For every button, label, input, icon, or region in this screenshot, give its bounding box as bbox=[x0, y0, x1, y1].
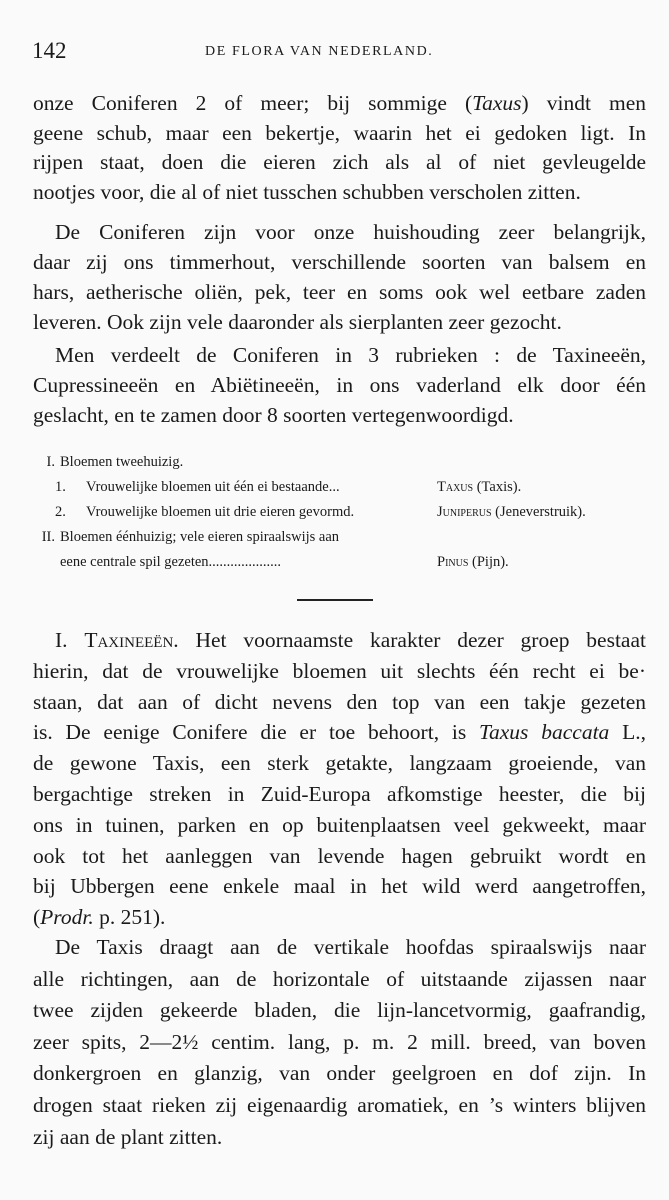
text-line bbox=[33, 370, 646, 400]
text-line bbox=[33, 717, 646, 748]
key-roman-numeral: II. bbox=[41, 529, 55, 545]
key-item-number: 2. bbox=[55, 504, 66, 520]
text-line bbox=[33, 400, 646, 430]
text-segment: ( bbox=[33, 905, 41, 930]
section-divider bbox=[297, 599, 373, 601]
small-caps-text: Taxineeën bbox=[84, 628, 174, 652]
text-segment: bergachtige streken in Zuid-Europa afkomstige heester, die bij bbox=[33, 781, 646, 806]
text-segment: . Het voornaamste karakter dezer groep bestaat bbox=[173, 628, 646, 652]
classification-key bbox=[0, 450, 669, 575]
italic-text: Taxus baccata bbox=[479, 720, 610, 745]
genus-name: Pinus bbox=[437, 554, 469, 570]
text-line bbox=[33, 148, 646, 178]
text-segment: drogen staat rieken zij eigenaardig aromatiek, en ’s winters blijven bbox=[33, 1092, 646, 1117]
text-segment: ) vindt men bbox=[521, 91, 647, 115]
text-line bbox=[33, 340, 646, 370]
text-segment: daar zij ons timmerhout, verschillende soorten van balsem en bbox=[33, 250, 646, 274]
text-line bbox=[33, 1027, 646, 1059]
text-segment: hierin, dat de vrouwelijke bloemen uit slechts één recht ei be· bbox=[33, 658, 646, 683]
text-line bbox=[33, 1090, 646, 1122]
text-line bbox=[33, 119, 646, 149]
text-segment: donkergroen en glanzig, van onder geelgroen en dof zijn. In bbox=[33, 1061, 646, 1086]
text-line bbox=[33, 748, 646, 779]
genus-name: Taxus bbox=[437, 479, 474, 495]
text-segment: alle richtingen, aan de horizontale of uitstaande zijassen naar bbox=[33, 966, 646, 991]
text-line bbox=[33, 1122, 646, 1154]
text-segment: p. 251). bbox=[93, 905, 166, 930]
common-name: (Taxis). bbox=[473, 479, 522, 495]
key-result bbox=[437, 475, 521, 500]
text-segment: twee zijden gekeerde bladen, die lijn-lancetvormig, gaafrandig, bbox=[33, 998, 646, 1023]
text-line bbox=[33, 247, 646, 277]
key-result bbox=[437, 550, 509, 575]
text-line bbox=[33, 625, 646, 656]
key-row bbox=[0, 450, 669, 475]
text-segment: bij Ubbergen eene enkele maal in het wild werd aangetroffen, bbox=[33, 874, 646, 899]
key-item-number: 1. bbox=[55, 479, 66, 495]
text-segment: De Coniferen zijn voor onze huishouding zeer belangrijk, bbox=[55, 220, 646, 244]
text-segment: zeer spits, 2—2½ centim. lang, p. m. 2 mill. breed, van boven bbox=[33, 1029, 646, 1054]
text-line bbox=[33, 89, 646, 119]
key-description: Vrouwelijke bloemen uit drie eieren gevormd. bbox=[86, 504, 355, 520]
text-segment: L., bbox=[609, 720, 646, 745]
paragraph-taxis-description bbox=[33, 932, 646, 1153]
key-description: eene centrale spil gezeten.................... bbox=[60, 554, 282, 570]
text-line bbox=[33, 779, 646, 810]
key-row bbox=[0, 525, 669, 550]
running-title: DE FLORA VAN NEDERLAND. bbox=[205, 44, 434, 59]
text-line bbox=[33, 871, 646, 902]
text-line bbox=[33, 687, 646, 718]
paragraph-taxineeen bbox=[33, 625, 646, 933]
text-segment: zij aan de plant zitten. bbox=[33, 1124, 223, 1149]
paragraph-uses bbox=[33, 217, 646, 337]
text-segment: is. De eenige Conifere die er toe behoort, is bbox=[33, 720, 480, 745]
text-segment: rijpen staat, doen die eieren zich als al of niet gevleugelde bbox=[33, 150, 646, 174]
italic-text: Prodr. bbox=[40, 905, 94, 930]
key-description: Vrouwelijke bloemen uit één ei bestaande... bbox=[86, 479, 340, 495]
text-segment: De Taxis draagt aan de vertikale hoofdas spiraalswijs naar bbox=[55, 935, 646, 959]
text-segment: de gewone Taxis, een sterk getakte, langzaam groeiende, van bbox=[33, 751, 646, 776]
text-segment: Men verdeelt de Coniferen in 3 rubrieken : de Taxineeën, bbox=[55, 343, 646, 367]
common-name: (Jeneverstruik). bbox=[491, 504, 586, 520]
text-line bbox=[33, 810, 646, 841]
text-line bbox=[33, 902, 646, 933]
text-line bbox=[33, 1058, 646, 1090]
text-line bbox=[33, 307, 646, 337]
italic-text: Taxus bbox=[472, 91, 522, 115]
genus-name: Juniperus bbox=[437, 504, 492, 520]
paragraph-continuation bbox=[33, 89, 646, 207]
text-segment: geene schub, maar een bekertje, waarin het ei gedoken ligt. In bbox=[33, 120, 646, 145]
paragraph-division bbox=[33, 340, 646, 430]
key-row bbox=[0, 500, 669, 525]
text-segment: onze Coniferen 2 of meer; bij sommige ( bbox=[33, 91, 473, 115]
key-roman-numeral: I. bbox=[46, 454, 55, 470]
text-line bbox=[33, 932, 646, 964]
text-segment: staan, dat aan of dicht nevens den top van een takje gezeten bbox=[33, 689, 646, 714]
text-segment: Cupressineeën en Abiëtineeën, in ons vaderland elk door één bbox=[33, 373, 646, 397]
common-name: (Pijn). bbox=[468, 554, 509, 570]
text-segment: nootjes voor, die al of niet tusschen schubben verscholen zitten. bbox=[33, 179, 581, 204]
text-line bbox=[33, 841, 646, 872]
key-row bbox=[0, 550, 669, 575]
text-line bbox=[33, 964, 646, 996]
key-row bbox=[0, 475, 669, 500]
page-number: 142 bbox=[32, 38, 67, 63]
text-segment: hars, aetherische oliën, pek, teer en soms ook wel eetbare zaden bbox=[33, 280, 646, 304]
text-segment: leveren. Ook zijn vele daaronder als sierplanten zeer gezocht. bbox=[33, 310, 562, 334]
text-line bbox=[33, 656, 646, 687]
key-description: Bloemen éénhuizig; vele eieren spiraalswijs aan bbox=[60, 529, 340, 545]
text-segment: I. bbox=[55, 628, 85, 652]
text-segment: geslacht, en te zamen door 8 soorten vertegenwoordigd. bbox=[33, 403, 514, 427]
text-line bbox=[33, 217, 646, 247]
text-segment: ook tot het aanleggen van levende hagen gebruikt wordt en bbox=[33, 843, 646, 868]
text-segment: ons in tuinen, parken en op buitenplaatsen veel gekweekt, maar bbox=[33, 812, 646, 837]
text-line bbox=[33, 995, 646, 1027]
text-line bbox=[33, 277, 646, 307]
key-description: Bloemen tweehuizig. bbox=[60, 454, 184, 470]
text-line bbox=[33, 178, 646, 208]
key-result bbox=[437, 500, 586, 525]
